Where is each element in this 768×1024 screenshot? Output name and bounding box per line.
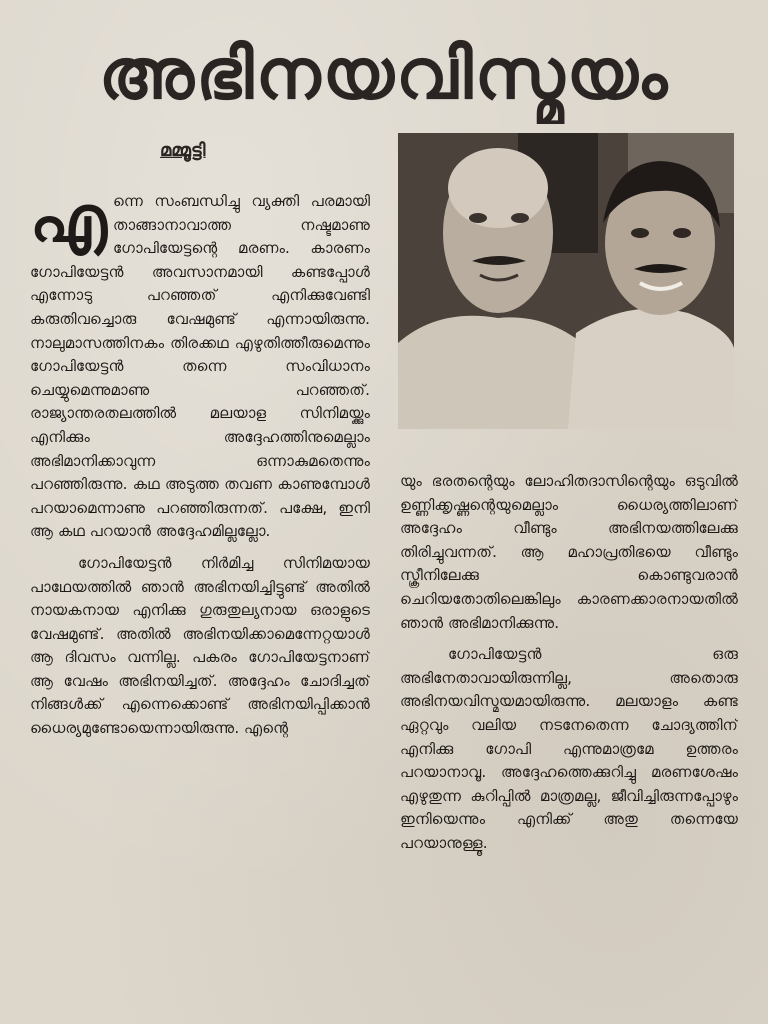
article-headline: അഭിനയവിസ്മയം [98,33,670,115]
article-column-right [400,470,738,1010]
article-paragraph: യും ഭരതന്റെയും ലോഹിതദാസിന്റെയും ഒടുവിൽ ഉണ്ണിക്കൃഷ്ണന്റെയുമെല്ലാം ധൈര്യത്തിലാണ് അദ്ദേഹം വീണ്ടും അഭിനയത്തിലേക്കു തിരിച്ചുവന്നത്. ആ മഹാപ്രതിഭയെ വീണ്ടും സ്ക്രീനിലേക്കു കൊണ്ടുവരാൻ ചെറിയതോതിലെങ്കിലും കാരണക്കാരനായതിൽ ഞാൻ അഭിമാനിക്കുന്നു. [400,472,738,632]
photo-two-men-smiling [398,133,734,429]
paragraph-text: ന്നെ സംബന്ധിച്ചു വ്യക്തി പരമായി താങ്ങാനാവാത്ത നഷ്ടമാണു ഗോപിയേട്ടന്റെ മരണം. കാരണം ഗോപിയേട്ടൻ അവസാനമായി കണ്ടപ്പോൾ എന്നോടു പറഞ്ഞത് എനിക്കുവേണ്ടി കരുതിവച്ചൊരു വേഷമുണ്ട് എന്നായിരുന്നു. നാലുമാസത്തിനകം തിരക്കഥ എഴുതിത്തീരുമെന്നും ഗോപിയേട്ടൻ തന്നെ സംവിധാനം ചെയ്യുമെന്നുമാണു പറഞ്ഞത്. രാജ്യാന്തരതലത്തിൽ മലയാള സിനിമയ്ക്കും എനിക്കും അദ്ദേഹത്തിനുമെല്ലാം അഭിമാനിക്കാവുന്ന ഒന്നാകുമതെന്നും പറഞ്ഞിരുന്നു. കഥ അടുത്ത തവണ കാണുമ്പോൾ പറയാമെന്നാണു പറഞ്ഞിരുന്നത്. പക്ഷേ, ഇനി ആ കഥ പറയാൻ അദ്ദേഹമില്ലല്ലോ. [30,192,370,541]
article-photo [398,133,734,429]
article-paragraph: ഗോപിയേട്ടൻ ഒരു അഭിനേതാവായിരുന്നില്ല, അതൊരു അഭിനയവിസ്മയമായിരുന്നു. മലയാളം കണ്ട ഏറ്റവും വലിയ നടനേതെന്ന ചോദ്യത്തിന് എനിക്കു ഗോപി എന്നുമാത്രമേ ഉത്തരം പറയാനാവൂ. അദ്ദേഹത്തെക്കുറിച്ചു മരണശേഷം എഴുതുന്ന കുറിപ്പിൽ മാത്രമല്ല, ജീവിച്ചിരുന്നപ്പോഴും ഇനിയെന്നും എനിക്ക് അതു തന്നെയേ പറയാനുള്ളൂ. [400,645,738,852]
article-column-left [30,190,370,1010]
drop-cap: എ [30,190,107,257]
article-paragraph [30,190,370,544]
article-paragraph: ഗോപിയേട്ടൻ നിർമിച്ച സിനിമയായ പാഥേയത്തിൽ ഞാൻ അഭിനയിച്ചിട്ടുണ്ട് അതിൽ നായകനായ എനിക്കു ഗുരുതുല്യനായ ഒരാളുടെ വേഷമുണ്ട്. അതിൽ അഭിനയിക്കാമെന്നേറ്റയാൾ ആ ദിവസം വന്നില്ല. പകരം ഗോപിയേട്ടനാണ് ആ വേഷം അഭിനയിച്ചത്. അദ്ദേഹം ചോദിച്ചത് നിങ്ങൾക്ക് എന്നെക്കൊണ്ട് അഭിനയിപ്പിക്കാൻ ധൈര്യമുണ്ടോയെന്നായിരുന്നു. എന്റെ [30,553,370,738]
article-byline: മമ്മൂട്ടി [160,140,206,161]
